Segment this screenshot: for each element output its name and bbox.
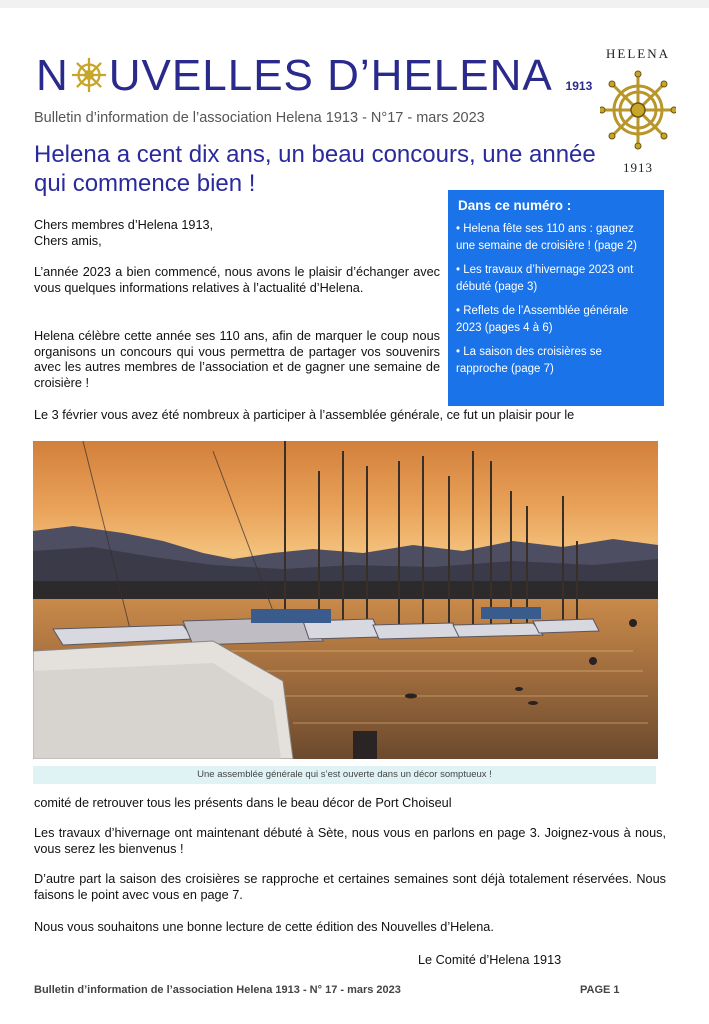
masthead-title-rest: UVELLES D’HELENA [108, 51, 551, 100]
greeting-friends: Chers amis, [34, 234, 102, 248]
harbor-sunset-photo [33, 441, 658, 759]
greeting-members: Chers membres d’Helena 1913, [34, 218, 214, 232]
toc-item-general-assembly[interactable]: • Reflets de l’Assemblée générale 2023 (pages 4 à 6) [456, 305, 629, 334]
signature: Le Comité d’Helena 1913 [418, 953, 562, 967]
paragraph-assembly-end: comité de retrouver tous les présents dans le beau décor de Port Choiseul [34, 796, 452, 810]
toc-item-cruise-season[interactable]: • La saison des croisières se rapproche (page 7) [456, 346, 602, 375]
newsletter-page [0, 8, 709, 1024]
helena-logo [592, 46, 684, 186]
bulletin-subtitle: Bulletin d’information de l’association Helena 1913 - N°17 - mars 2023 [34, 110, 485, 126]
footer-bulletin-info: Bulletin d’information de l’association Helena 1913 - N° 17 - mars 2023 [34, 984, 401, 996]
toc-item-wintering[interactable]: • Les travaux d’hivernage 2023 ont débuté (page 3) [456, 264, 634, 293]
paragraph-anniversary: Helena célèbre cette année ses 110 ans, afin de marquer le coup nous organisons un concours qui vous permettra de partager vos souvenirs avec les autres membres de l’association et de gagner une semaine de croisière ! [34, 329, 440, 390]
photo-caption: Une assemblée générale qui s’est ouverte dans un décor somptueux ! [33, 766, 656, 784]
masthead-title [36, 50, 592, 112]
paragraph-closing: Nous vous souhaitons une bonne lecture de cette édition des Nouvelles d’Helena. [34, 920, 494, 934]
headline: Helena a cent dix ans, un beau concours, une année qui commence bien ! [34, 141, 596, 197]
table-of-contents [448, 190, 664, 406]
paragraph-cruise-season: D’autre part la saison des croisières se rapproche et certaines semaines sont déjà totalement réservées. Nous faisons le point avec vous en page 7. [34, 872, 666, 902]
paragraph-wintering: Les travaux d’hivernage ont maintenant débuté à Sète, nous vous en parlons en page 3. Joignez-vous à nous, vous serez les bienvenus ! [34, 826, 666, 856]
toc-item-anniversary[interactable]: • Helena fête ses 110 ans : gagnez une semaine de croisière ! (page 2) [456, 223, 637, 252]
logo-name-text: HELENA [606, 46, 670, 61]
masthead-year: 1913 [565, 79, 593, 93]
footer-page-number: PAGE 1 [580, 984, 620, 996]
logo-ship-wheel-icon [600, 66, 676, 154]
logo-year-text: 1913 [623, 160, 653, 175]
paragraph-assembly-start: Le 3 février vous avez été nombreux à participer à l’assemblée générale, ce fut un plaisir pour le [34, 408, 575, 422]
paragraph-intro: L’année 2023 a bien commencé, nous avons le plaisir d’échanger avec vous quelques informations relatives à l’actualité d’Helena. [34, 265, 440, 295]
masthead-title-first-letter: N [36, 51, 69, 100]
toc-title: Dans ce numéro : [458, 198, 572, 213]
ship-wheel-icon [70, 56, 108, 94]
harbor-photo-image [33, 441, 658, 759]
